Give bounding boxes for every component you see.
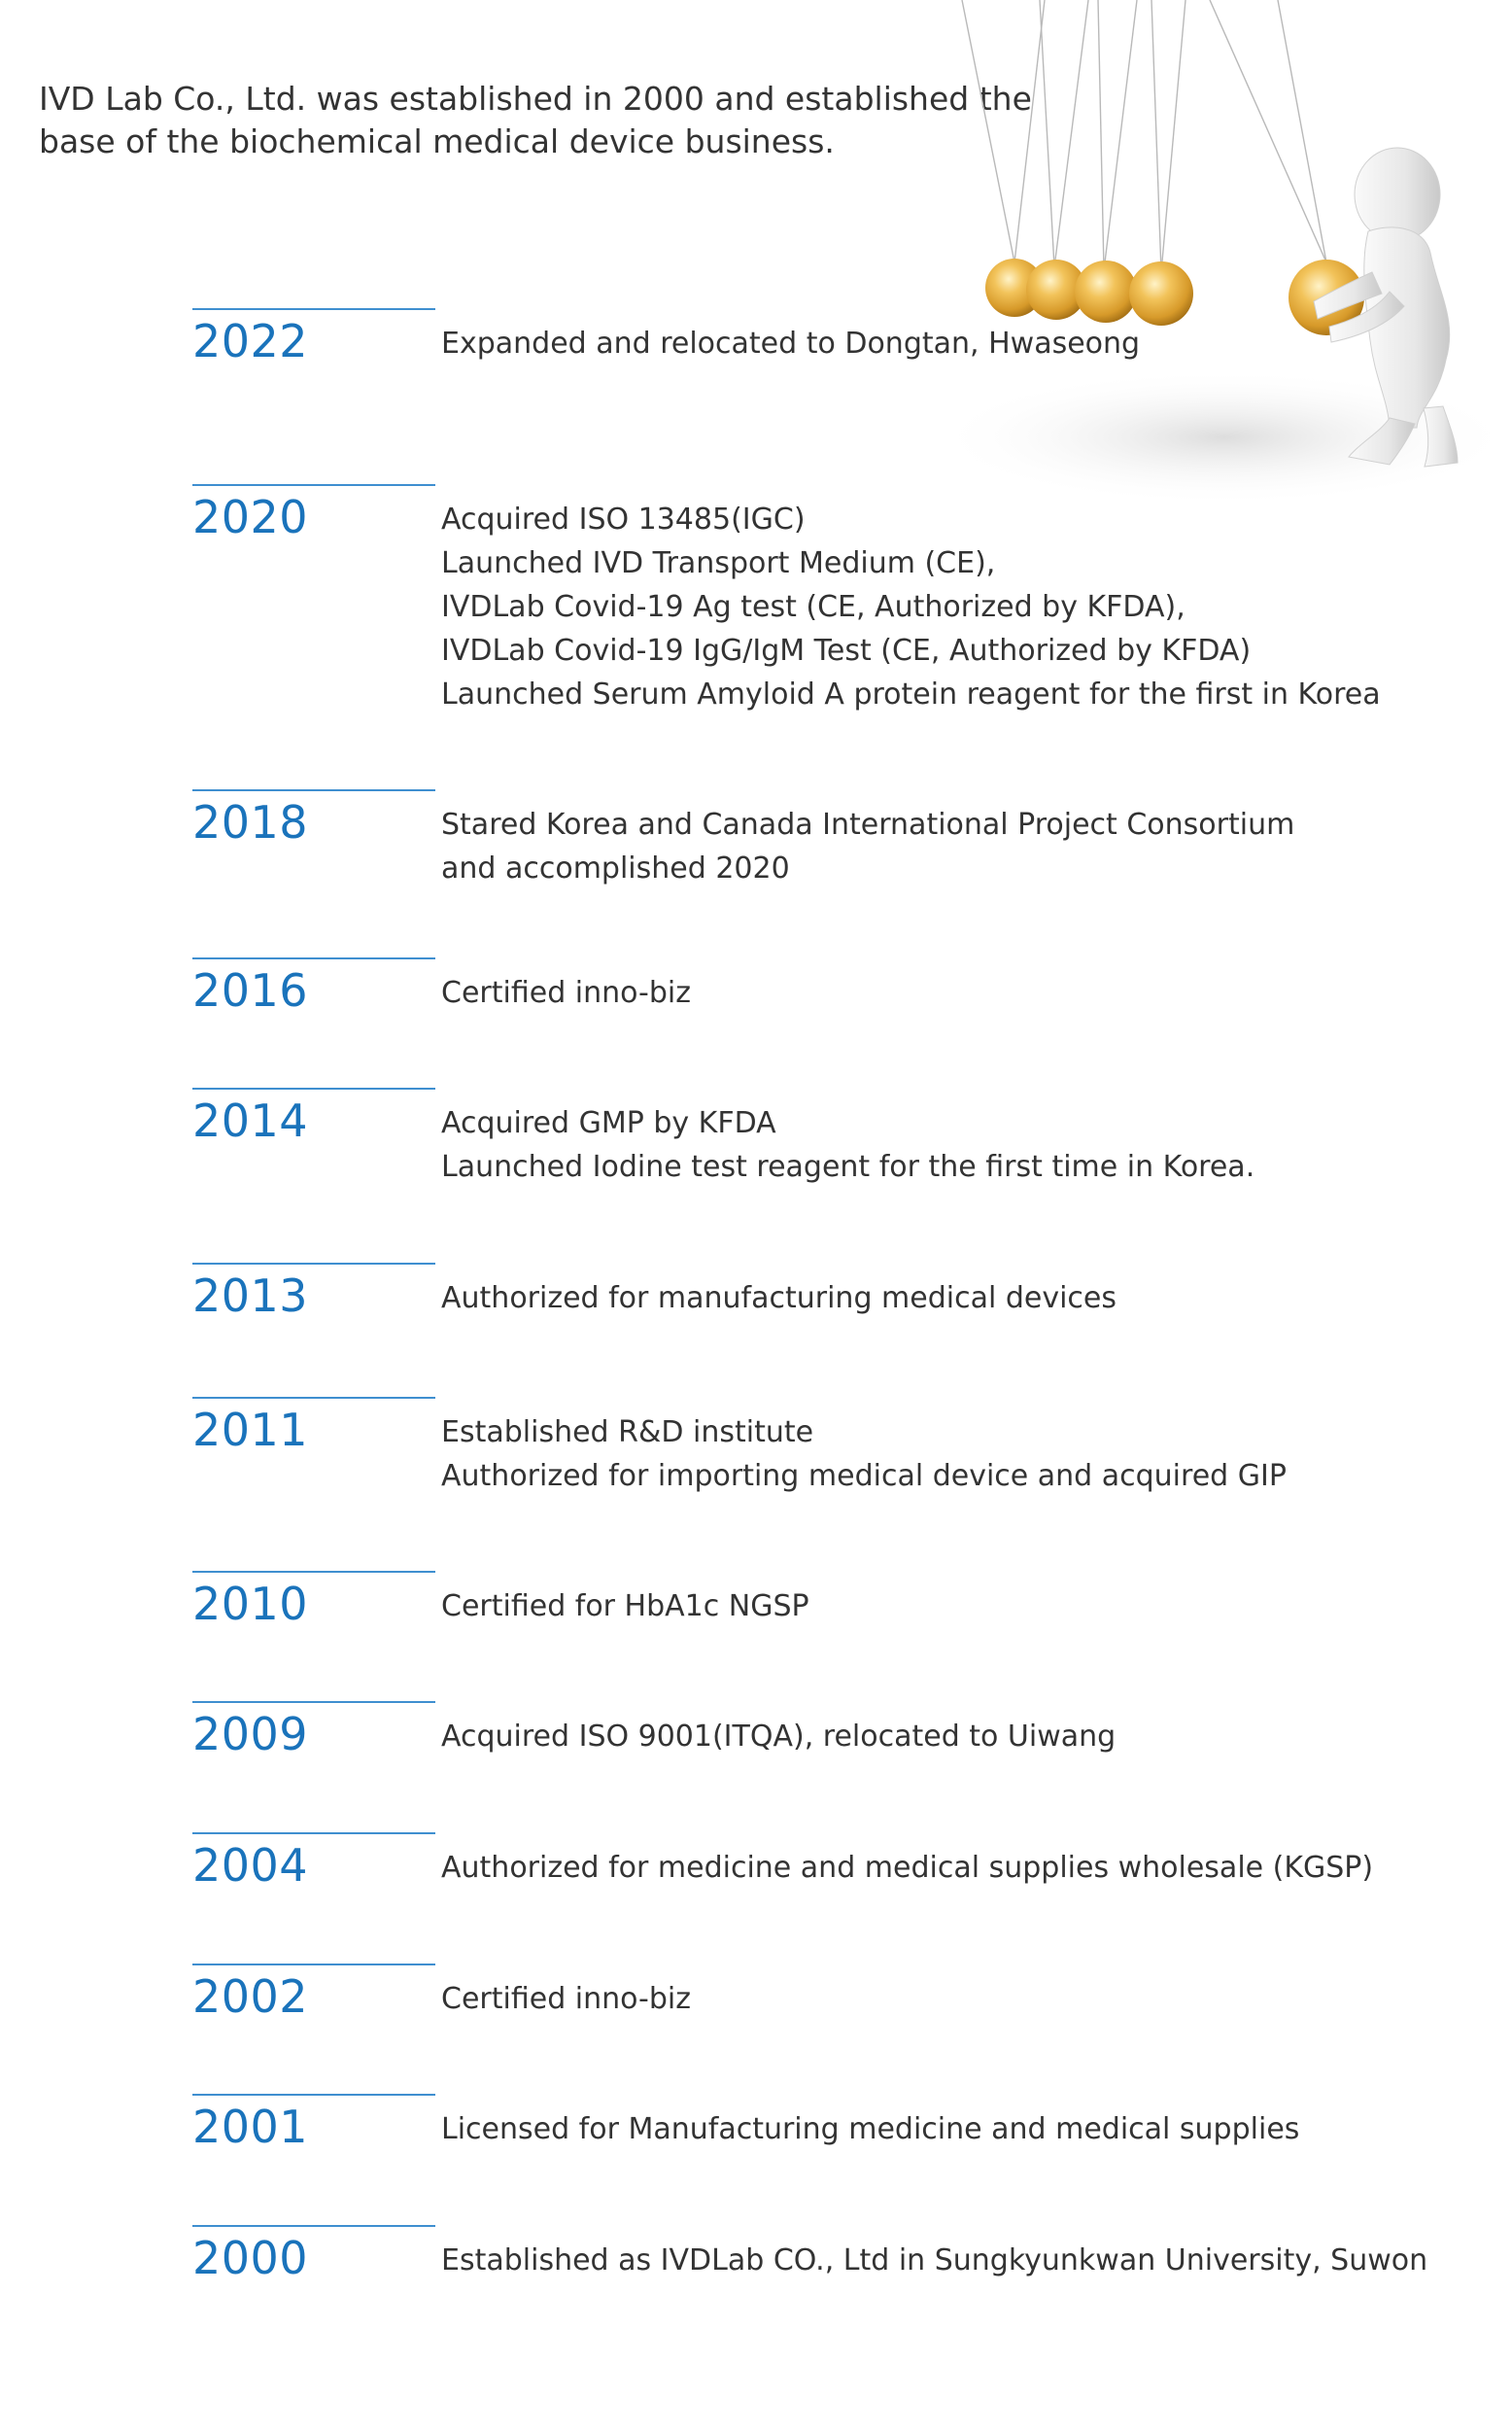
timeline-description [441, 1410, 1287, 1498]
year-divider [192, 1263, 435, 1265]
timeline-year: 2004 [192, 1839, 309, 1892]
timeline-line: Authorized for importing medical device and acquired GIP [441, 1459, 1287, 1493]
year-divider [192, 1397, 435, 1399]
timeline-description [441, 498, 1381, 716]
timeline-description [441, 1276, 1117, 1320]
timeline-line: Certified inno-biz [441, 976, 691, 1010]
timeline-year: 2002 [192, 1970, 309, 2023]
year-divider [192, 957, 435, 959]
timeline-line: Expanded and relocated to Dongtan, Hwaseong [441, 327, 1141, 361]
timeline-line: Established R&D institute [441, 1415, 814, 1449]
timeline-line: Stared Korea and Canada International Project Consortium [441, 808, 1295, 842]
intro-line-2: base of the biochemical medical device business. [39, 122, 835, 160]
timeline-year: 2011 [192, 1404, 309, 1456]
timeline-year: 2013 [192, 1269, 309, 1322]
timeline-line: Licensed for Manufacturing medicine and medical supplies [441, 2112, 1300, 2146]
timeline-year: 2022 [192, 315, 309, 367]
year-divider [192, 308, 435, 310]
year-divider [192, 1571, 435, 1573]
timeline-year: 2018 [192, 796, 309, 849]
timeline-line: Acquired ISO 9001(ITQA), relocated to Uiwang [441, 1720, 1117, 1754]
year-divider [192, 484, 435, 486]
timeline-description [441, 1846, 1373, 1890]
timeline-line: IVDLab Covid-19 IgG/IgM Test (CE, Authorized by KFDA) [441, 634, 1252, 668]
timeline-year: 2010 [192, 1578, 309, 1630]
timeline-line: IVDLab Covid-19 Ag test (CE, Authorized by KFDA), [441, 590, 1186, 624]
timeline-line: Acquired GMP by KFDA [441, 1106, 776, 1140]
timeline-year: 2001 [192, 2101, 309, 2153]
intro-line-1: IVD Lab Co., Ltd. was established in 2000 and established the [39, 80, 1032, 118]
timeline-year: 2020 [192, 491, 309, 543]
timeline-description [441, 1584, 809, 1628]
year-divider [192, 2094, 435, 2096]
timeline-line: Established as IVDLab CO., Ltd in Sungkyunkwan University, Suwon [441, 2243, 1428, 2277]
timeline-line: and accomplished 2020 [441, 852, 790, 886]
timeline-description [441, 971, 691, 1015]
timeline-year: 2016 [192, 964, 309, 1017]
timeline-line: Authorized for manufacturing medical devices [441, 1281, 1117, 1315]
timeline-line: Authorized for medicine and medical supplies wholesale (KGSP) [441, 1851, 1374, 1885]
timeline-year: 2014 [192, 1095, 309, 1147]
year-divider [192, 1964, 435, 1965]
timeline-description [441, 1101, 1254, 1189]
timeline-description [441, 1977, 691, 2021]
timeline-year: 2000 [192, 2232, 309, 2284]
year-divider [192, 1701, 435, 1703]
timeline-description [441, 1715, 1116, 1758]
year-divider [192, 1832, 435, 1834]
timeline-line: Certified for HbA1c NGSP [441, 1589, 809, 1623]
timeline-line: Launched IVD Transport Medium (CE), [441, 546, 996, 580]
timeline-line: Launched Serum Amyloid A protein reagent for the first in Korea [441, 678, 1381, 712]
timeline-description [441, 322, 1140, 365]
timeline-line: Certified inno-biz [441, 1982, 691, 2016]
timeline-line: Acquired ISO 13485(IGC) [441, 503, 806, 537]
year-divider [192, 789, 435, 791]
year-divider [192, 2225, 435, 2227]
timeline-description [441, 2239, 1427, 2282]
timeline-description [441, 2107, 1299, 2151]
timeline-line: Launched Iodine test reagent for the first time in Korea. [441, 1150, 1255, 1184]
timeline-description [441, 803, 1294, 890]
year-divider [192, 1088, 435, 1090]
timeline-year: 2009 [192, 1708, 309, 1760]
